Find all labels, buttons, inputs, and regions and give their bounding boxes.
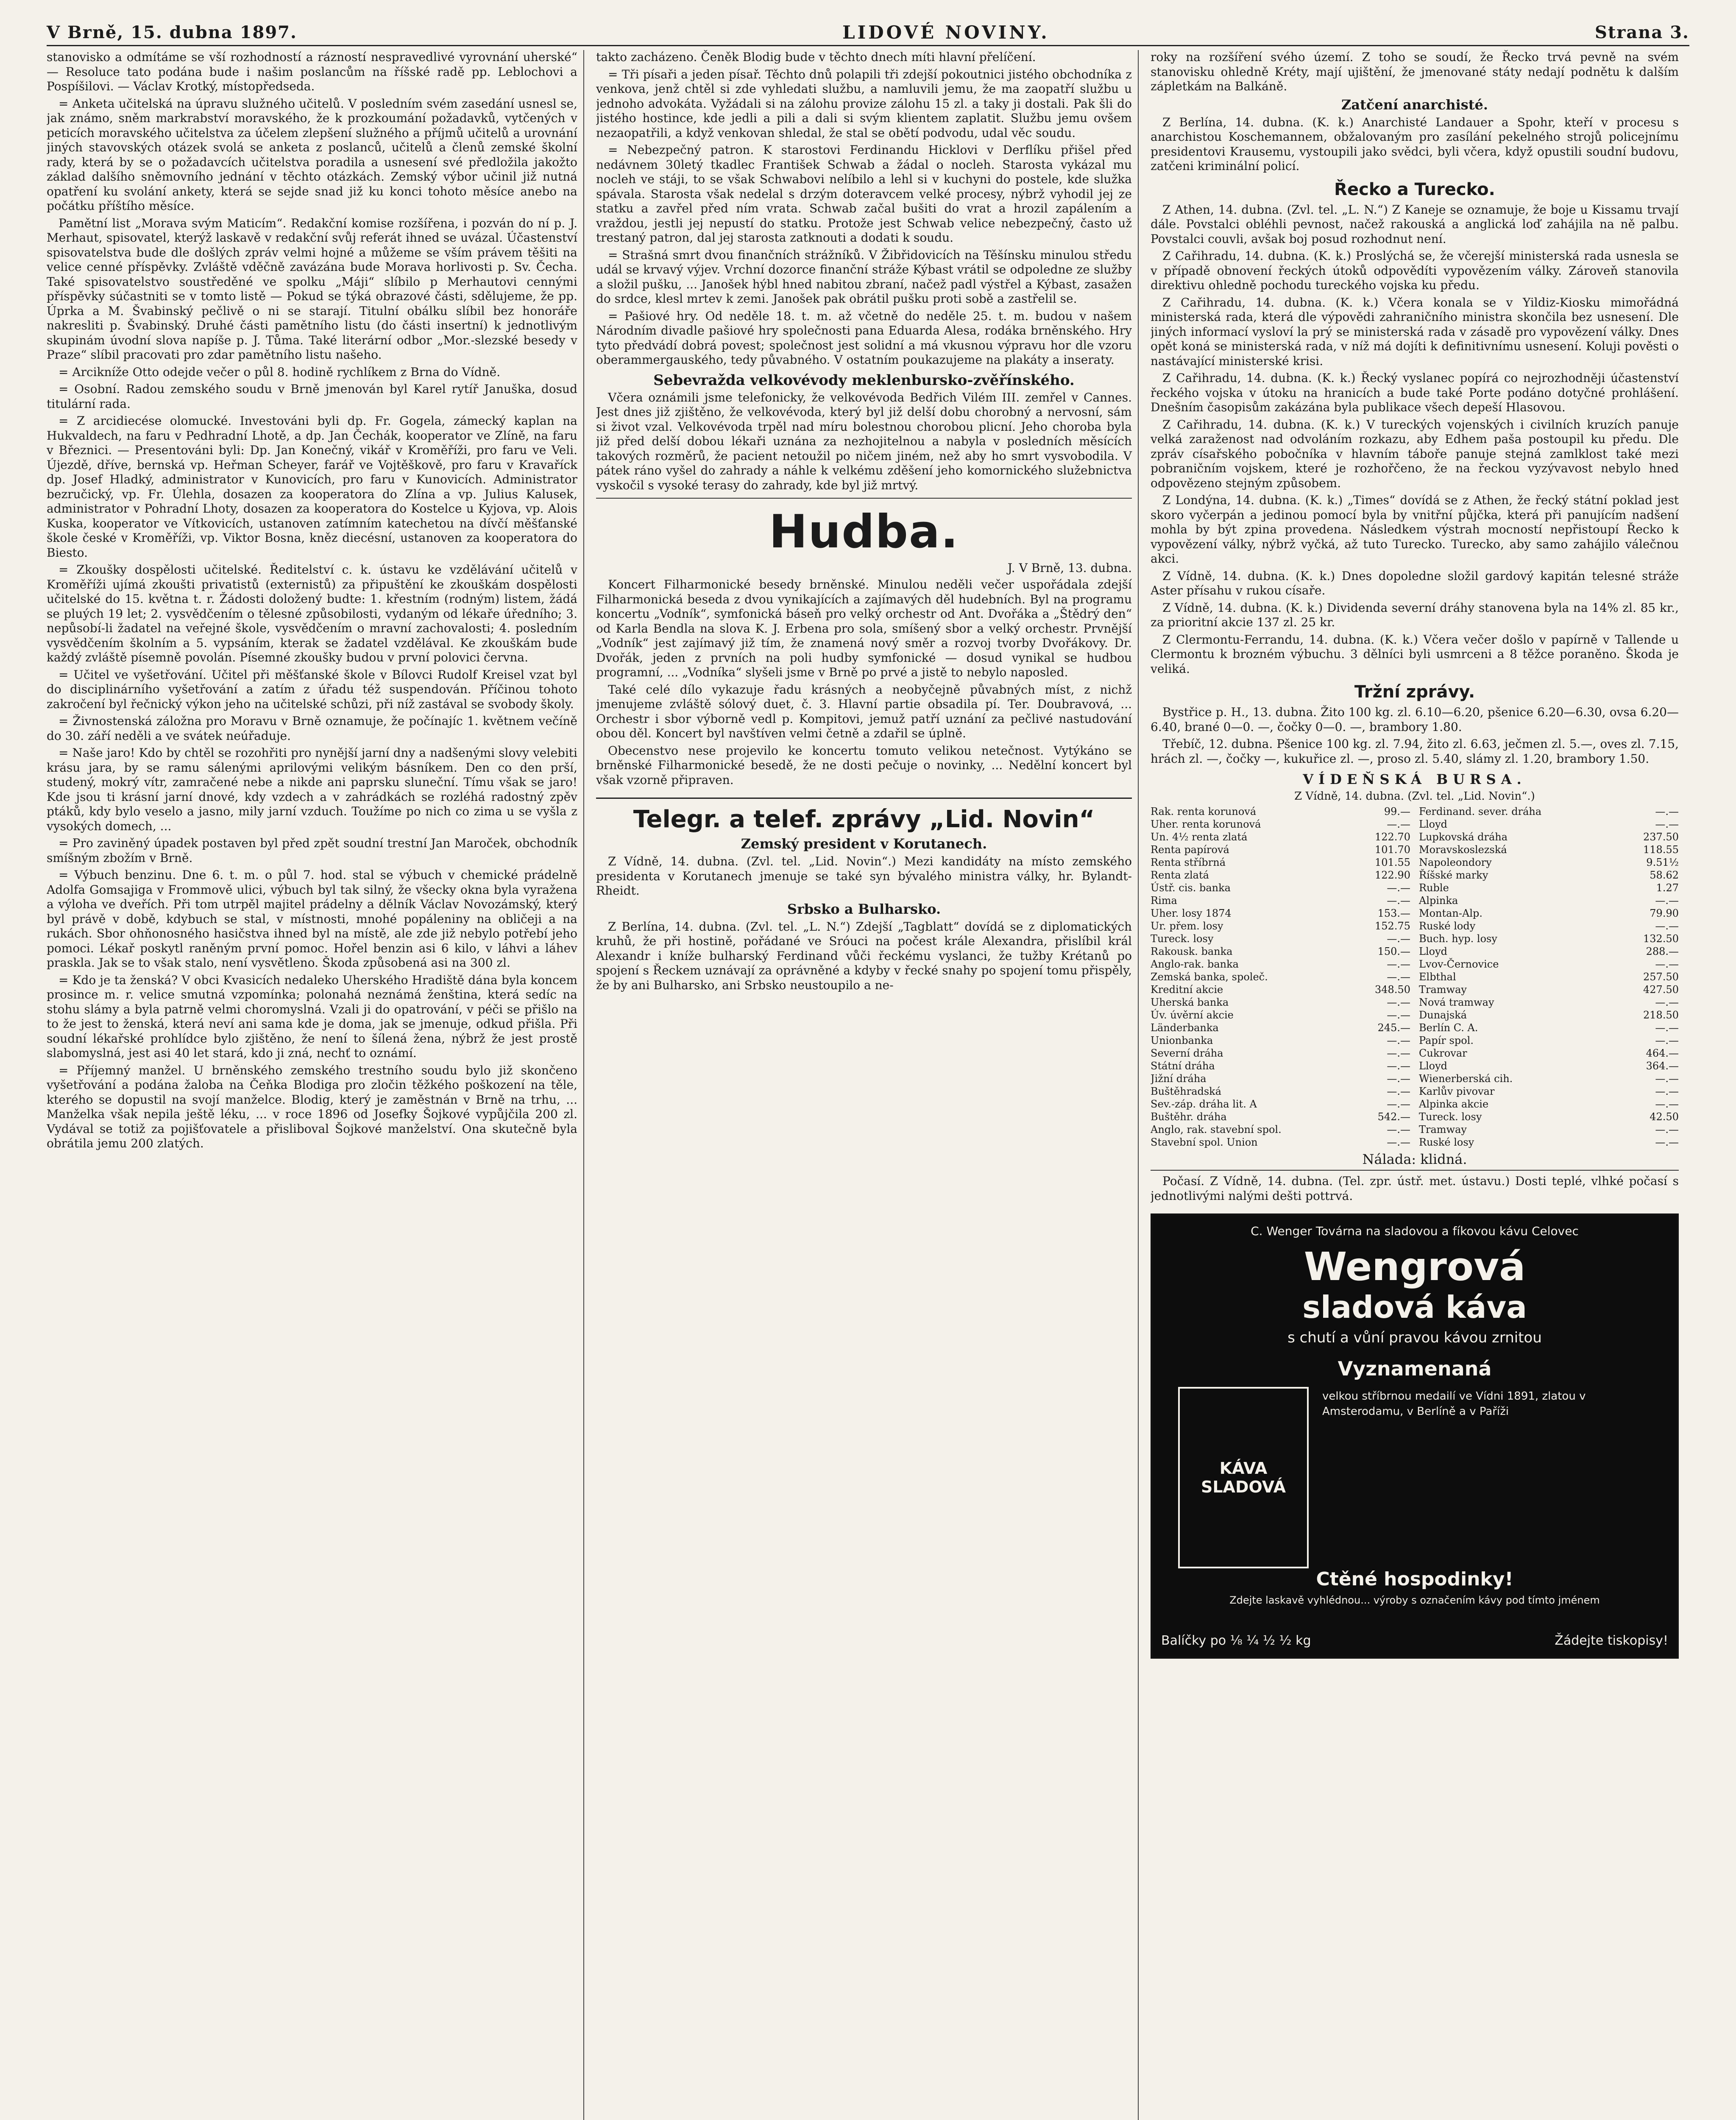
telegram-item: Z Cařihradu, 14. dubna. (K. k.) V tureckých vojenských i civilních kruzích panuje velká zaraženost nad odvoláním rozkazu, aby Edhem paša postoupil ku předu. Dle zpráv císařského pobočníka v hlavním táboře panuje stejná zamlklost také mezi pobraničním vojskem, které je rozhořčeno, že na řeckou vyzývavost nebylo hned odpovězeno stejným způsobem. [1151,417,1679,490]
stock-name: Alpinka akcie [1419,1098,1489,1110]
stock-name: Buštěhradská [1151,1085,1222,1097]
article-benzin: = Výbuch benzinu. Dne 6. t. m. o půl 7. hod. stal se výbuch v chemické prádelně Adolfa Gomsajiga v Frommově ulici, výbuch byl tak silný, že všecky okna byla vyražena a výloha ve dveřích. Při tom utrpěl majitel prádelny a dělník Václav Novozámský, který byl právě v době, kdybuch se stal, v místnosti, mnohé popáleniny na obličeji a na rukách. Sbor ohňonosného hasičstva ihned byl na místě, ale zde již nebylo potřebí jeho pomoci. Lékař poskytl raněným první pomoc. Hořel benzin asi 6 kilo, v láhvi a láhev praskla. Jak se to však stalo, není vysvětleno. Škoda způsobená asi na 300 zl. [47,868,577,970]
stock-name: Renta papírová [1151,844,1229,856]
stock-name: Moravskoslezská [1419,844,1507,856]
stock-price: 542.— [1377,1111,1410,1123]
article-pasiove-hry: = Pašiové hry. Od neděle 18. t. m. až včetně do neděle 25. t. m. budou v našem Národním divadle pašiové hry společnosti pana Eduarda Alesa, rodáka brněnského. Hry tyto předvádí dobrá povest; společnost jest solidní a má vkusnou výpravu hor dle vzoru oberammergauského, tedy půvabného. V ostatním poukazujeme na plakáty a inseraty. [596,309,1132,367]
stock-name: Uherská banka [1151,996,1229,1008]
stock-name: Elbthal [1419,971,1456,983]
stock-row [1151,856,1410,869]
stock-price: 153.— [1377,907,1410,919]
section-title-hudba: Hudba. [769,505,959,558]
stock-row [1151,1021,1410,1034]
stock-price: 152.75 [1375,920,1410,932]
stock-exchange-dateline: Z Vídně, 14. dubna. (Zvl. tel. „Lid. Novin“.) [1294,790,1535,803]
stock-name: Severní dráha [1151,1047,1223,1059]
stock-list-right [1419,805,1679,1149]
article-upadek: = Pro zaviněný úpadek postaven byl před zpět soudní trestní Jan Maroček, obchodník smíšným zbožím v Brně. [47,836,577,865]
stock-name: Un. 4½ renta zlatá [1151,831,1248,843]
stock-price: 427.50 [1643,984,1679,996]
stock-price: —.— [1655,920,1679,932]
stock-row [1419,907,1679,920]
stock-row [1151,1047,1410,1060]
stock-price: 257.50 [1643,971,1679,983]
stock-row [1151,881,1410,894]
article-jaro: = Naše jaro! Kdo by chtěl se rozohřiti pro nynější jarní dny a nadšenými slovy velebiti krásu jara, by se ramu sálenými aprilovými velikým básníkem. Den co den prší, studený, mokrý vítr, zamračené nebe a nikde ani paprsku sluneční. Tímu však se jaro! Kde jsou ti krásní jarní dnové, kdy vzdech a v zahrádkách se rozléhá radostný zpěv ptáků, kdy bylo veselo a jasno, mily jarní vzduch. Toužíme po nich co zima u se vyšla z vysokých domech, ... [47,746,577,833]
stock-row [1151,971,1410,983]
article-zalozna: = Živnostenská záložna pro Moravu v Brně oznamuje, že počínajíc 1. květnem večíně do 30. září neděli a ve svátek neúřaduje. [47,714,577,743]
stock-row [1419,831,1679,843]
stock-row [1151,1072,1410,1085]
stock-name: Berlín C. A. [1419,1022,1478,1034]
stock-price: —.— [1387,1047,1410,1059]
article-patron: = Nebezpečný patron. K starostovi Ferdinandu Hicklovi v Derflíku přišel před nedávnem 30letý tkadlec František Schwab a žádal o nocleh. Starosta vykázal mu nocleh ve stáji, to se však Schwabovi nelíbilo a lehl si v kuchyni do postele, kde služka spávala. Starosta však nedelal s drzým doteravcem velké procesy, nýbrž vyhodil jej ze statku a zavřel před ním vrata. Schwab začal bušiti do vrat a hrozil zapálením a vraždou, jestli jej nepustí do statku. Protože jest Schwab velice nebezpečný, často už trestaný patron, dal jej starosta zatknouti a dodati k soudu. [596,143,1132,245]
stock-row [1419,805,1679,818]
telegram-item: Z Londýna, 14. dubna. (K. k.) „Times“ dovídá se z Athen, že řecký státní poklad jest skoro vyčerpán a jedinou pomocí byla by vnitřní půjčka, která při panujícím nadšení mohla by být zpina provedena. Následkem výstrah mocností nepřistoupí Řecko k vypovězení války, nýbrž vyčká, až tuto Turecko. Turecko, aby samo zahájilo válečnou akci. [1151,493,1679,566]
stock-name: Rak. renta korunová [1151,806,1257,817]
stock-row [1419,1009,1679,1021]
stock-name: Lloyd [1419,818,1447,830]
ad-sizes: Balíčky po ⅛ ¼ ½ ½ kg [1161,1633,1311,1648]
stock-row [1419,958,1679,971]
stock-row [1151,1098,1410,1110]
article-koncert-3: Obecenstvo nese projevilo ke koncertu tomuto velikou netečnost. Vytýkáno se brněnské Filharmonické besedě, že ne dosti pečuje o novinky, ... Nedělní koncert byl však vzorně připraven. [596,743,1132,787]
stock-name: Ruské losy [1419,1136,1474,1148]
article-pametni-list: Pamětní list „Morava svým Maticím“. Redakční komise rozšířena, i pozván do ní p. J. Merhaut, spisovatel, kterýž laskavě v redakční svůj referát ihned se uvázal. Účastenství spisovatelstva bude dle došlých zpráv velmi hojné a můžeme se vším právem těšiti na velice cenné příspěvky. Zvláště vděčně zavázána bude Morava horlivosti p. Sv. Čecha. Také spisovatelstvo soustředěné ve spolku „Máji“ slíbilo p Merhautovi cennými příspěvky súčastniti se v tomto listě — Pokud se týká obrazové části, sdělujeme, že pp. Úprka a M. Švabinský pečlivě o ni se starají. Titulní obálku slíbil bez honoráře nakresliti p. Švabinský. Druhé části pamětního listu (do části insertní) k jednotlivým skupinám úvodní slova napíše p. J. Tůma. Také literární odbor „Mor.-slezské besedy v Praze“ slíbil pracovati pro zdar pamětního listu našeho. [47,216,577,362]
stock-row [1419,818,1679,831]
subheading: Zemský president v Korutanech. [741,836,987,852]
stock-row [1419,971,1679,983]
stock-name: Alpinka [1419,895,1458,907]
subheading: Srbsko a Bulharsko. [787,901,941,917]
stock-price: 1.27 [1656,882,1679,894]
columns [47,50,1689,2120]
stock-name: Lvov-Černovice [1419,958,1499,970]
telegram-item: Z Cařihradu, 14. dubna. (K. k.) Včera konala se v Yildiz-Kiosku mimořádná ministerská rada, která dle výpovědi zahraničního ministra skončila bez usnesení. Dle jiných informací vysloví la prý se ministerská rada v zásadě pro vypovězení války. Dnes opět koná se ministerská rada, v níž má dojíti k definitivnímu usnesení. Koluji pověsti o nastávající ministerské krisi. [1151,295,1679,368]
stock-name: Karlův pivovar [1419,1085,1495,1097]
stock-row [1419,856,1679,869]
stock-table [1151,805,1679,1149]
stock-price: 464.— [1646,1047,1679,1059]
stock-row [1151,920,1410,932]
column-1 [47,50,584,2120]
stock-row [1151,1110,1410,1123]
stock-row [1419,894,1679,907]
stock-name: Anglo, rak. stavební spol. [1151,1124,1282,1135]
page-number: Strana 3. [1594,22,1689,42]
section-heading: Sebevražda velkovévody meklenbursko-zvěřínského. [653,371,1075,389]
telegram-item: Z Vídně, 14. dubna. (Zvl. tel. „Lid. Novin“.) Mezi kandidáty na místo zemského presidenta v Korutanech jmenuje se také syn bývalého ministra války, hr. Bylandt-Rheidt. [596,854,1132,898]
stock-row [1419,1047,1679,1060]
stock-price: —.— [1387,1073,1410,1085]
stock-row [1151,1034,1410,1047]
article-koncert: Koncert Filharmonické besedy brněnské. Minulou neděli večer uspořádala zdejší Filharmonická beseda z dvou vynikajících a zajímavých děl hudebních. Byl na programu koncertu „Vodník“, symfonická báseň pro velký orchestr od Ant. Dvořáka a „Štědrý den“ od Karla Bendla na slova K. J. Erbena pro sola, smíšený sbor a velký orchestr. Prvnější „Vodník“ jest zajímavý již tím, že znamená nový směr a rozvoj tvorby Dvořákovy. Dr. Dvořák, jeden z prvních na poli hudby symfonické — dosud vynikal se hudbou programní, ... „Vodníka“ slyšeli jsme v Brně po prvé a jistě to nebylo naposled. [596,577,1132,679]
stock-price: 9.51½ [1646,856,1679,868]
ad-request: Žádejte tiskopisy! [1555,1633,1668,1648]
section-heading: Řecko a Turecko. [1334,179,1495,199]
stock-name: Lloyd [1419,1060,1447,1072]
stock-price: —.— [1387,1009,1410,1021]
stock-name: Tramway [1419,984,1467,996]
stock-row [1419,1034,1679,1047]
stock-name: Říšské marky [1419,869,1488,881]
stock-row [1419,843,1679,856]
stock-name: Ústř. cis. banka [1151,882,1231,894]
stock-price: 122.70 [1375,831,1410,843]
stock-row [1419,945,1679,958]
stock-price: 288.— [1646,946,1679,957]
stock-price: —.— [1387,1085,1410,1097]
article-text: roky na rozšíření svého území. Z toho se soudí, že Řecko trvá pevně na svém stanovisku ohledně Kréty, mají ujištění, že jmenované státy nedají podnětu k dalším zápletkám na Balkáně. [1151,50,1679,93]
stock-name: Papír spol. [1419,1035,1474,1046]
stock-price: —.— [1387,971,1410,983]
stock-name: Buch. hyp. losy [1419,933,1497,945]
article-anketa: = Anketa učitelská na úpravu služného učitelů. V posledním svém zasedání usnesl se, jak známo, sněm markrabství moravského, že k prozkoumání požadavků, vytčených v peticích moravského učitelstva za účelem zlepšení služného a příjmů učitelů a urovnání jiných stavovských otázek svolá se anketa z poslanců, učitelů a členů zemské školní rady, která by se o požadavcích učitelstva poradila a usnesení své předložila jakožto základ dalšího sněmovního jednání v těchto otázkách. Zemský výbor učinil již nutná opatření ku svolání ankety, která se sejde snad již ku konci tohoto měsíce anebo na počátku příštího měsíce. [47,96,577,213]
article-text: takto zacházeno. Čeněk Blodig bude v těchto dnech míti hlavní přelíčení. [596,50,1036,64]
stock-price: —.— [1387,933,1410,945]
market-report: Bystřice p. H., 13. dubna. Žito 100 kg. zl. 6.10—6.20, pšenice 6.20—6.30, ovsa 6.20—6.40, brané 0—0. —, čočky 0—0. —, brambory 1.80. [1151,705,1679,734]
stock-row [1151,1123,1410,1136]
stock-price: —.— [1387,1035,1410,1046]
stock-price: —.— [1655,1136,1679,1148]
ad-medals: velkou stříbrnou medailí ve Vídni 1891, zlatou v Amsterodamu, v Berlíně a v Paříži [1322,1390,1586,1418]
stock-price: 101.70 [1375,844,1410,856]
stock-name: Rakousk. banka [1151,946,1233,957]
stock-price: 364.— [1646,1060,1679,1072]
column-3 [1151,50,1685,2120]
section-title-telegrams: Telegr. a telef. zprávy „Lid. Novin“ [596,798,1132,833]
stock-row [1151,805,1410,818]
article-ucitel: = Učitel ve vyšetřování. Učitel při měšťanské škole v Bílovci Rudolf Kreisel vzat byl do disciplinárního vyšetřování a zatím z úřadu též suspendován. Příčinou tohoto zakročení byl řečnický výkon jeho na učitelské schůzi, při níž zastával se svobody školy. [47,667,577,711]
telegram-item: Z Clermontu-Ferrandu, 14. dubna. (K. k.) Včera večer došlo v papírně v Tallende u Clermontu k brozném výbuchu. 3 dělníci byli usmrceni a 8 těžce poraněno. Škoda je veliká. [1151,632,1679,676]
column-2 [596,50,1139,2120]
telegram-item: Z Vídně, 14. dubna. (K. k.) Dnes dopoledne složil gardový kapitán telesné stráže Aster přísahu v rukou císaře. [1151,569,1679,597]
stock-name: Tureck. losy [1151,933,1214,945]
stock-price: 58.62 [1650,869,1679,881]
article-osobni: = Osobní. Radou zemského soudu v Brně jmenován byl Karel rytíř Januška, dosud titulární rada. [47,382,577,411]
stock-price: —.— [1655,818,1679,830]
stock-name: Uher. losy 1874 [1151,907,1232,919]
stock-price: —.— [1387,1124,1410,1135]
stock-row [1151,869,1410,881]
stock-row [1151,1085,1410,1098]
stock-price: —.— [1655,1098,1679,1110]
stock-price: —.— [1387,1098,1410,1110]
market-report: Třebíč, 12. dubna. Pšenice 100 kg. zl. 7.94, žito zl. 6.63, ječmen zl. 5.—, oves zl. 7.15, hrách zl. —, čočky —, kukuřice zl. —, proso zl. 5.40, slámy zl. 1.20, brambory 1.50. [1151,737,1679,766]
article-arcidiecese: = Z arcidiecése olomucké. Investováni byli dp. Fr. Gogela, zámecký kaplan na Hukvaldech, na faru v Pedhradní Lhotě, a dp. Jan Čechák, kooperator ve Zlíně, na faru v Březnici. — Presentováni byli: Dp. Jan Konečný, vikář v Kroměříži, pro faru ve Veli. Újezdě, dříve, bernská vp. Heřman Scheyer, farář ve Vojtěškově, pro faru v Kravaříck dp. Josef Hladký, administrator v Kunovicích, pro faru v Kunovicích. Administrator bezručický, vp. Fr. Úlehla, dosazen za kooperatora do Zlína a vp. Julius Kalusek, administrator v Pohradní Lhoty, dosazen za kooperatora do Kostelce u Kyjova, vp. Alois Kuska, kooperator ve Vítkovicích, ustanoven zatímním katechetou na dívčí měšťanské škole české v Kroměříži, vp. Viktor Bosna, kněz diecésní, ustanoven za kooperatora do Biesto. [47,414,577,560]
header-date: V Brně, 15. dubna 1897. [47,22,297,42]
ad-callout: Ctěné hospodinky! [1316,1568,1513,1590]
stock-price: —.— [1655,1035,1679,1046]
article-koncert-2: Také celé dílo vykazuje řadu krásných a neobyčejně půvabných míst, z nichž jmenujeme zvláště sólový duet, č. 3. Hlavní partie obsadila pí. Ter. Doubravová, ... Orchestr i sbor výborně vedl p. Kompitovi, jemuž patří uznání za pečlivé nastudování obou děl. Koncert byl navštíven velmi četně a zdařil se úplně. [596,682,1132,740]
ad-product: sladová káva [1302,1289,1527,1325]
stock-row [1419,1085,1679,1098]
stock-row [1151,1136,1410,1149]
stock-name: Montan-Alp. [1419,907,1482,919]
product-package-image: KÁVA SLADOVÁ [1178,1387,1309,1568]
ad-company: C. Wenger Továrna na sladovou a fíkovou kávu Celovec [1251,1224,1579,1238]
divider [596,498,1132,499]
telegram-item: Z Vídně, 14. dubna. (K. k.) Dividenda severní dráhy stanovena byla na 14% zl. 85 kr., za prioritní akcie 137 zl. 25 kr. [1151,600,1679,629]
page-header [47,20,1689,46]
stock-price: —.— [1387,818,1410,830]
stock-row [1419,920,1679,932]
stock-row [1151,983,1410,996]
stock-name: Anglo-rak. banka [1151,958,1239,970]
article-sebevrazda: Včera oznámili jsme telefonicky, že velkovévoda Bedřich Vilém III. zemřel v Cannes. Jest dnes již zjištěno, že velkovévoda, který byl již delší dobu chorobný a nervosní, sám si život vzal. Velkovévoda trpěl nad míru bolestnou chorobou plicní. Jeho choroba byla již před delší dobou lékaři uznána za nezhojitelnou a nabyla v posledních měsících takových rozměrů, že pacient netoužil po ničem jiném, než aby ho smrt vysvobodila. V pátek ráno vyšel do zahrady a náhle k velkému zděšení jeho komornického služebnictva vyskočil s vysoké terasy do zahrady, kde byl již mrtvý. [596,390,1132,492]
stock-name: Napoleondory [1419,856,1492,868]
stock-price: 42.50 [1650,1111,1679,1123]
stock-row [1419,996,1679,1009]
stock-price: —.— [1655,996,1679,1008]
telegram-item: Z Cařihradu, 14. dubna. (K. k.) Řecký vyslanec popírá co nejrozhodněji účastenství řeckého vojska v útoku na hranicích a bude také Porte podáno dotyčné prohlášení. Dnešním časopisům zakázána byla publikace všech depeší Hlasovou. [1151,371,1679,414]
telegram-item: Z Berlína, 14. dubna. (Zvl. tel. „L. N.“) Zdejší „Tagblatt“ dovídá se z diplomatických kruhů, že při hostině, pořádané ve Sróuci na počest krále Alexandra, přislíbil král Alexandr i kníže bulharský Ferdinand vůči řeckému vyslanci, že tužby Krétanů po spojení s Řeckem uznávají za oprávněné a kdyby v řecké snahy po spojení tomu přispěly, že by ani Bulharsko, ani Srbsko neustoupilo a ne- [596,919,1132,992]
stock-row [1151,818,1410,831]
stock-row [1419,881,1679,894]
stock-row [1419,1123,1679,1136]
stock-row [1419,932,1679,945]
stock-row [1419,1072,1679,1085]
ad-note: Zdejte laskavě vyhlédnou... výroby s označením kávy pod tímto jménem [1229,1594,1600,1606]
stock-name: Ruble [1419,882,1449,894]
stock-name: Lupkovská dráha [1419,831,1508,843]
stock-row [1419,983,1679,996]
stock-price: 348.50 [1375,984,1410,996]
stock-name: Wienerberská cih. [1419,1073,1513,1085]
stock-name: Cukrovar [1419,1047,1467,1059]
stock-row [1151,894,1410,907]
stock-price: 150.— [1377,946,1410,957]
stock-name: Tureck. losy [1419,1111,1482,1123]
stock-row [1151,907,1410,920]
stock-row [1151,831,1410,843]
stock-price: —.— [1655,1022,1679,1034]
stock-row [1151,1060,1410,1072]
stock-row [1419,1136,1679,1149]
stock-price: —.— [1655,1073,1679,1085]
ad-footer [1161,1633,1668,1648]
stock-price: 79.90 [1650,907,1679,919]
stock-name: Ferdinand. sever. dráha [1419,806,1542,817]
stock-name: Úv. úvěrní akcie [1151,1009,1234,1021]
stock-row [1419,1060,1679,1072]
dateline: J. V Brně, 13. dubna. [1007,561,1132,575]
stock-price: —.— [1387,882,1410,894]
stock-price: —.— [1387,958,1410,970]
stock-name: Unionbanka [1151,1035,1213,1046]
stock-row [1419,1098,1679,1110]
stock-name: Ur. přem. losy [1151,920,1223,932]
stock-name: Ruské lody [1419,920,1476,932]
stock-row [1419,1021,1679,1034]
stock-name: Stavební spol. Union [1151,1136,1258,1148]
stock-name: Sev.-záp. dráha lit. A [1151,1098,1257,1110]
ad-award: Vyznamenaná [1338,1357,1492,1380]
article-pisari: = Tři písaři a jeden písař. Těchto dnů polapili tři zdejší pokoutnici jistého obchodníka z venkova, jenž chtěl si zde vyhledati službu, a namluvili jemu, že ma zaopatří službu u jednoho advokáta. Vyžádali si na zálohu provize zálohu 15 zl. a taky ji dostali. Pak šli do jistého hostince, kde jedli a pili a dali si svým klientem zaplatit. Službu jemu ovšem nezaopatřili, a když venkovan shledal, že stal se obětí podvodu, udal věc soudu. [596,67,1132,140]
stock-row [1419,869,1679,881]
stock-price: 237.50 [1643,831,1679,843]
stock-name: Tramway [1419,1124,1467,1135]
stock-price: 101.55 [1375,856,1410,868]
stock-name: Lloyd [1419,946,1447,957]
weather-report: Počasí. Z Vídně, 14. dubna. (Tel. zpr. ústř. met. ústavu.) Dosti teplé, vlhké počasí s jednotlivými nalými dešti pottrvá. [1151,1170,1679,1203]
telegram-item: Z Athen, 14. dubna. (Zvl. tel. „L. N.“) Z Kaneje se oznamuje, že boje u Kissamu trvají dále. Povstalci obléhli pevnost, načež rakouská a anglická loď zahájila na ně palbu. Povstalci couvli, avšak boj posud rozhodnut není. [1151,202,1679,246]
advertisement-wenger [1151,1213,1679,1659]
article-zenska: = Kdo je ta ženská? V obci Kvasicích nedaleko Uherského Hradiště dána byla koncem prosince m. r. velice smutná vzpomínka; polonahá neznámá ženština, která sedíc na stohu slámy a byla patrně velmi choromyslná. Vzali ji do opatrování, v péči se přišlo na to že jest to ženská, která neví ani sama kde je doma, jak se jmenuje, odkud přišla. Při soudní lékařské prohlídce bylo zjištěno, že není to šílená žena, nýbrž že jest prostě slabomyslná, jest asi 40 let stará, kdo ji zná, nechť to oznámí. [47,973,577,1060]
stock-row [1419,1110,1679,1123]
section-heading: Tržní zprávy. [1354,682,1475,702]
stock-price: 122.90 [1375,869,1410,881]
stock-price: —.— [1387,895,1410,907]
stock-list-left [1151,805,1410,1149]
stock-price: —.— [1655,1085,1679,1097]
stock-price: —.— [1655,1124,1679,1135]
stock-price: —.— [1655,958,1679,970]
stock-price: 99.— [1384,806,1410,817]
subheading: Zatčení anarchisté. [1341,96,1488,113]
stock-price: 218.50 [1643,1009,1679,1021]
stock-name: Kreditní akcie [1151,984,1223,996]
ad-brand: Wengrová [1304,1244,1526,1289]
stock-price: 118.55 [1643,844,1679,856]
stock-row [1151,996,1410,1009]
stock-name: Státní dráha [1151,1060,1215,1072]
stock-row [1151,932,1410,945]
stock-name: Buštěhr. dráha [1151,1111,1227,1123]
newspaper-title: LIDOVÉ NOVINY. [842,22,1050,43]
stock-name: Dunajská [1419,1009,1467,1021]
article-manzel: = Příjemný manžel. U brněnského zemského trestního soudu bylo již skončeno vyšetřování a podána žaloba na Čeňka Blodiga pro zločin těžkého poškození na těle, kterého se dopustil na svojí manželce. Blodig, který je zaměstnán v Brně na trhu, ... Manželka však nepila ještě léku, ... v roce 1896 od Josefky Šojkové vypůjčila 200 zl. Vydával se totiž za pojišťovatele a přisliboval Šojkové manželství. Ona skutečně byla obrátila jemu 200 zlatých. [47,1063,577,1150]
article-text: stanovisko a odmítáme se vší rozhodností a rázností nespravedlivé vyrovnání uherské“ — Resoluce tato podána bude i našim poslancům na říšské radě pp. Leblochovi a Pospíšilovi. — Václav Krotký, místopředseda. [47,50,577,93]
stock-price: —.— [1387,1136,1410,1148]
stock-name: Renta stříbrná [1151,856,1226,868]
stock-name: Renta zlatá [1151,869,1209,881]
stock-name: Rima [1151,895,1177,907]
stock-exchange-title: VÍDEŇSKÁ BURSA. [1303,771,1527,787]
stock-price: —.— [1655,895,1679,907]
market-mood: Nálada: klidná. [1362,1151,1467,1167]
stock-price: 245.— [1377,1022,1410,1034]
stock-name: Uher. renta korunová [1151,818,1261,830]
stock-name: Nová tramway [1419,996,1494,1008]
stock-name: Zemská banka, společ. [1151,971,1268,983]
stock-row [1151,1009,1410,1021]
stock-name: Länderbanka [1151,1022,1219,1034]
stock-name: Jižní dráha [1151,1073,1207,1085]
stock-price: 132.50 [1643,933,1679,945]
stock-price: —.— [1655,806,1679,817]
article-arcikneze: = Arcikníže Otto odejde večer o půl 8. hodině rychlíkem z Brna do Vídně. [59,365,501,379]
stock-row [1151,843,1410,856]
stock-price: —.— [1387,996,1410,1008]
stock-row [1151,958,1410,971]
stock-row [1151,945,1410,958]
article-smrt: = Strašná smrt dvou finančních strážníků. V Žibřidovicích na Těšínsku minulou středu udál se krvavý výjev. Vrchní dozorce finanční stráže Kýbast vrátil se odpoledne ze služby a složil pušku, ... Janošek hýbl hned nabitou zbraní, načež padl výstřel a Kýbast, zasažen do srdce, klesl mrtev k zemi. Janošek pak obrátil pušku proti sobě a zastřelil se. [596,248,1132,306]
telegram-item: Z Cařihradu, 14. dubna. (K. k.) Proslýchá se, že včerejší ministerská rada usnesla se v případě obnovení řeckých útoků odpovědíti vypovězením války. Zároveň stanovila direktivu ohledně pochodu tureckého vojska ku předu. [1151,249,1679,292]
stock-price: —.— [1387,1060,1410,1072]
ad-tagline: s chutí a vůní pravou kávou zrnitou [1287,1329,1542,1346]
telegram-item: Z Berlína, 14. dubna. (K. k.) Anarchisté Landauer a Spohr, kteří v procesu s anarchistou Koschemannem, obžalovaným pro zasílání pekelného strojů policejnímu presidentovi Krausemu, vystoupili jako svědci, byli včera, když opustili soudní budovu, zatčeni kriminální policí. [1151,115,1679,173]
article-zkousky: = Zkoušky dospělosti učitelské. Ředitelství c. k. ústavu ke vzdělávání učitelů v Kroměříži ujímá zkoušti privatistů (externistů) za připuštění ke zkouškám dospělosti učitelské do 15. května t. r. Žádosti doložený budte: 1. křestním (rodným) listem, žádá se pluých 19 let; 2. vysvědčením o tělesné způsobilosti, vydaným od lékaře úředního; 3. nepůsobí-li žadatel na veřejné škole, vysvědčením o mravní zachovalosti; 4. posledním vysvědčením školním a 5. vypsáním, kterak se žadatel vzdělával. Ke zkouškám bude každý zvláště písemně povolán. Písemné zkoušky budou v první polovici června. [47,563,577,664]
